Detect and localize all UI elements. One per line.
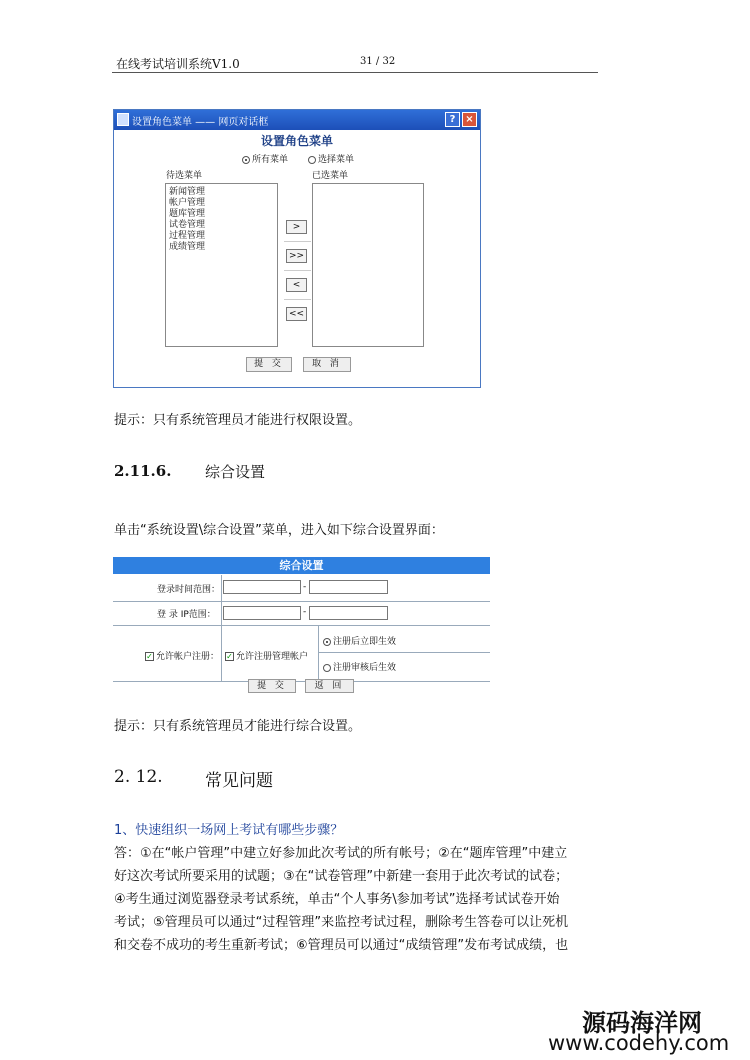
faq-answer-line: 考试；⑤管理员可以通过“过程管理”来监控考试过程，删除考生答卷可以让死机 bbox=[114, 915, 569, 930]
dialog-titlebar bbox=[114, 110, 480, 130]
header-divider bbox=[112, 72, 598, 73]
option-review-label: 注册审核后生效 bbox=[333, 663, 397, 673]
faq-answer-line: ④考生通过浏览器登录考试系统，单击“个人事务\参加考试”选择考试试卷开始 bbox=[114, 892, 560, 907]
radio-unselected-icon[interactable] bbox=[323, 664, 331, 672]
faq-answer-line: 好这次考试所要采用的试题；③在“试卷管理”中新建一套用于此次考试的试卷； bbox=[114, 869, 569, 884]
login-ip-start-input[interactable] bbox=[223, 606, 301, 620]
add-button[interactable]: > bbox=[286, 220, 307, 234]
option-immediate-label: 注册后立即生效 bbox=[333, 637, 397, 647]
faq-question: 1、快速组织一场网上考试有哪些步骤？ bbox=[114, 823, 344, 838]
allow-admin-registration[interactable] bbox=[225, 649, 308, 662]
allow-account-reg-label: 允许帐户注册： bbox=[156, 652, 220, 662]
section-title: 常见问题 bbox=[205, 771, 273, 791]
section-number: 2. 12. bbox=[114, 767, 163, 787]
divider bbox=[113, 681, 490, 682]
section-title: 综合设置 bbox=[205, 463, 266, 481]
login-time-label: 登录时间范围： bbox=[157, 585, 221, 595]
checkbox-checked-icon[interactable]: ✓ bbox=[226, 652, 233, 661]
radio-selected-icon[interactable] bbox=[323, 638, 331, 646]
watermark-url: www.codehy.com bbox=[548, 1031, 730, 1055]
checkbox-checked-icon[interactable]: ✓ bbox=[146, 652, 153, 661]
faq-answer-line: 和交卷不成功的考生重新考试；⑥管理员可以通过“成绩管理”发布考试成绩，也 bbox=[114, 938, 569, 953]
divider bbox=[284, 241, 311, 242]
dialog-window-title: 设置角色菜单 —— 网页对话框 bbox=[132, 117, 269, 128]
list-item[interactable]: 帐户管理 bbox=[169, 198, 206, 208]
login-ip-label: 登 录 IP范围： bbox=[157, 610, 216, 620]
radio-selected-icon[interactable] bbox=[242, 156, 250, 164]
available-menus-list[interactable] bbox=[165, 183, 278, 347]
help-icon[interactable]: ? bbox=[445, 112, 460, 127]
list-item[interactable]: 题库管理 bbox=[169, 209, 206, 219]
divider bbox=[284, 270, 311, 271]
remove-all-button[interactable]: << bbox=[286, 307, 307, 321]
range-separator: - bbox=[303, 582, 307, 592]
dialog-heading: 设置角色菜单 bbox=[260, 134, 333, 148]
login-time-start-input[interactable] bbox=[223, 580, 301, 594]
radio-all-menus[interactable] bbox=[242, 152, 288, 165]
allow-account-registration[interactable] bbox=[145, 649, 219, 662]
document-header-title: 在线考试培训系统V1.0 bbox=[116, 57, 240, 71]
radio-unselected-icon[interactable] bbox=[308, 156, 316, 164]
add-all-button[interactable]: >> bbox=[286, 249, 307, 263]
range-separator: - bbox=[303, 607, 307, 617]
section-number: 2.11.6. bbox=[114, 462, 172, 480]
divider bbox=[113, 601, 490, 602]
faq-answer-line: 答：①在“帐户管理”中建立好参加此次考试的所有帐号；②在“题库管理”中建立 bbox=[114, 846, 568, 861]
page-number: 31 / 32 bbox=[360, 56, 396, 67]
option-immediate[interactable] bbox=[323, 634, 396, 647]
divider bbox=[113, 625, 490, 626]
selected-menus-list[interactable] bbox=[312, 183, 424, 347]
list-item[interactable]: 过程管理 bbox=[169, 231, 206, 241]
note-settings: 提示：只有系统管理员才能进行综合设置。 bbox=[114, 719, 362, 734]
divider bbox=[318, 625, 319, 681]
general-settings-form bbox=[113, 557, 490, 694]
close-icon[interactable]: × bbox=[462, 112, 477, 127]
role-menu-dialog bbox=[113, 109, 481, 388]
available-menus-label: 待选菜单 bbox=[166, 171, 203, 181]
form-header: 综合设置 bbox=[113, 557, 490, 574]
intro-paragraph: 单击“系统设置\综合设置”菜单，进入如下综合设置界面： bbox=[114, 523, 444, 538]
allow-admin-reg-label: 允许注册管理帐户 bbox=[236, 652, 309, 662]
selected-menus-label: 已选菜单 bbox=[312, 171, 349, 181]
option-review[interactable] bbox=[323, 660, 396, 673]
list-item[interactable]: 成绩管理 bbox=[169, 242, 206, 252]
submit-button[interactable]: 提 交 bbox=[246, 357, 292, 372]
divider bbox=[221, 625, 222, 681]
note-permission: 提示：只有系统管理员才能进行权限设置。 bbox=[114, 413, 362, 428]
cancel-button[interactable]: 取 消 bbox=[303, 357, 351, 372]
divider bbox=[284, 299, 311, 300]
radio-all-label: 所有菜单 bbox=[252, 155, 289, 165]
login-ip-end-input[interactable] bbox=[309, 606, 388, 620]
divider bbox=[221, 575, 222, 625]
list-item[interactable]: 新闻管理 bbox=[169, 187, 206, 197]
submit-button[interactable]: 提 交 bbox=[248, 679, 296, 693]
list-item[interactable]: 试卷管理 bbox=[169, 220, 206, 230]
radio-select-menus[interactable] bbox=[308, 152, 354, 165]
divider bbox=[318, 652, 490, 653]
radio-select-label: 选择菜单 bbox=[318, 155, 355, 165]
window-icon bbox=[117, 113, 129, 126]
back-button[interactable]: 返 回 bbox=[305, 679, 354, 693]
remove-button[interactable]: < bbox=[286, 278, 307, 292]
login-time-end-input[interactable] bbox=[309, 580, 388, 594]
watermark-site-name: 源码海洋网 bbox=[582, 1009, 702, 1037]
